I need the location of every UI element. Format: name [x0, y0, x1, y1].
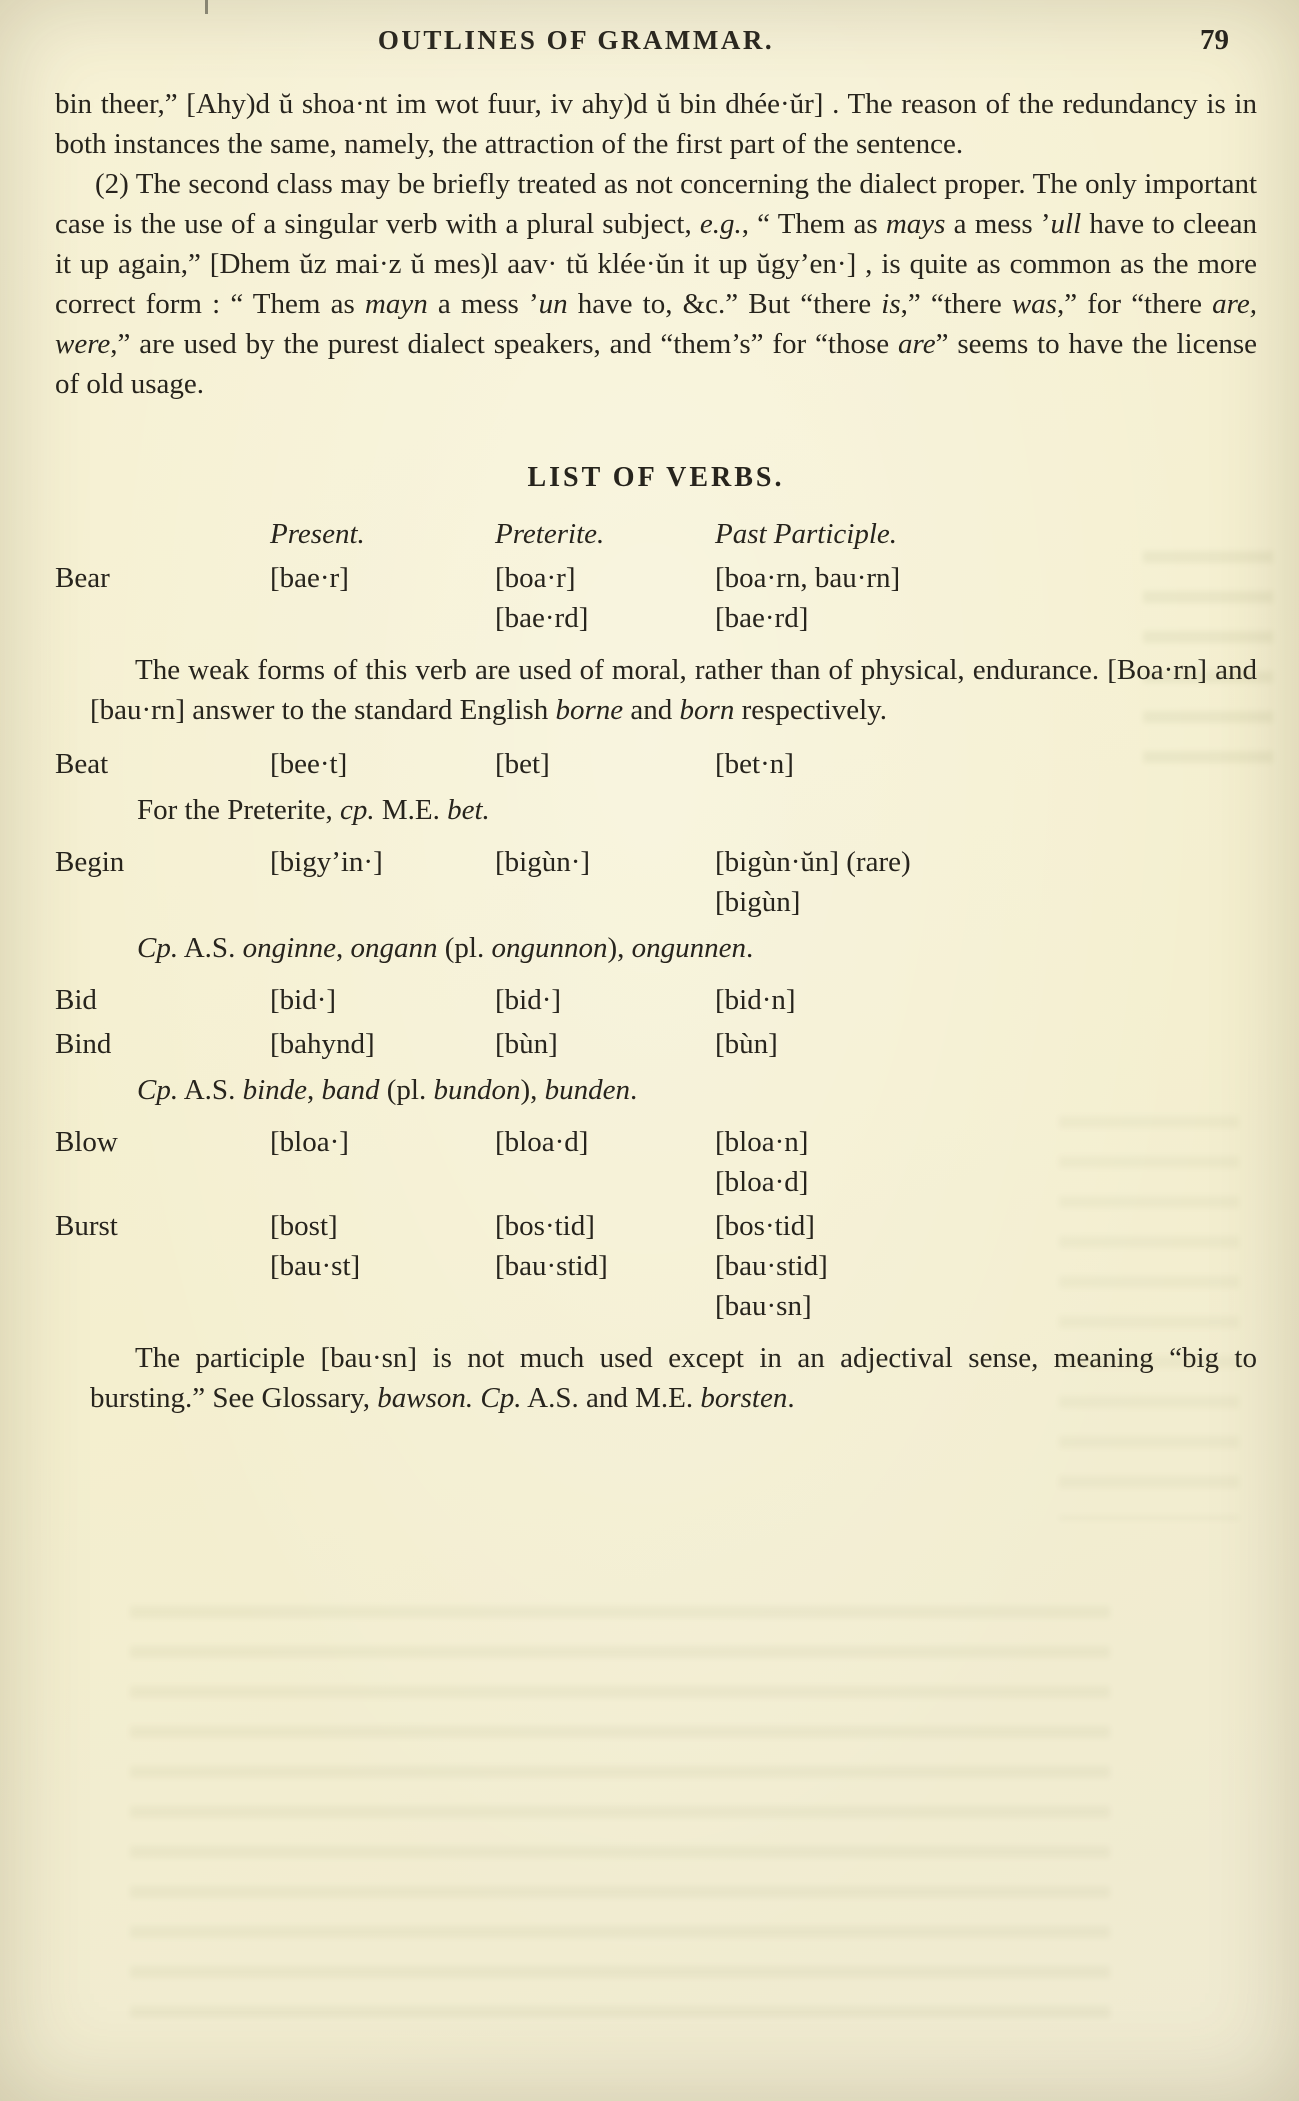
verb-preterite: [bet] — [495, 748, 550, 780]
paragraph-continuation: bin theer,” [Ahy)d ŭ shoa·nt im wot fuur, iv ahy)d ŭ bin dhée·ŭr] . The reason of the redundancy is in both instances the same, namely, the attraction of the first part of the sentence. — [55, 88, 1257, 160]
column-header-past-participle: Past Participle. — [715, 518, 898, 550]
verb-table-body — [55, 558, 1257, 1418]
verb-preterite: [bigùn·] — [495, 846, 591, 878]
verb-row — [55, 744, 1257, 784]
verb-row — [55, 1206, 1257, 1326]
verb-row — [55, 558, 1257, 638]
verb-participle: [bigùn·ŭn] (rare) [bigùn] — [715, 846, 911, 918]
verb-preterite: [bos·tid] [bau·stid] — [495, 1210, 608, 1282]
verb-present: [bost] [bau·st] — [270, 1210, 361, 1282]
bleedthrough-artifact — [130, 1590, 1110, 2020]
verb-preterite: [bloa·d] — [495, 1126, 589, 1158]
verb-preterite: [boa·r] [bae·rd] — [495, 562, 589, 634]
verb-preterite: [bùn] — [495, 1028, 558, 1060]
verb-name: Bid — [55, 984, 97, 1016]
verb-note: The participle [bau·sn] is not much used except in an adjectival sense, meaning “big to bursting.” See Glossary, bawson. Cp. A.S. and M.E. borsten. — [90, 1342, 1257, 1414]
scan-mark — [205, 0, 208, 14]
verb-participle: [bos·tid] [bau·stid] [bau·sn] — [715, 1210, 828, 1322]
verb-preterite: [bid·] — [495, 984, 562, 1016]
verb-note: Cp. A.S. binde, band (pl. bundon), bunden. — [137, 1074, 638, 1106]
page-header — [55, 20, 1257, 66]
verb-row — [55, 1024, 1257, 1064]
verb-participle: [bùn] — [715, 1028, 778, 1060]
verb-note: For the Preterite, cp. M.E. bet. — [137, 794, 490, 826]
verb-present: [bahynd] — [270, 1028, 375, 1060]
verb-participle: [bid·n] — [715, 984, 796, 1016]
page-number: 79 — [1200, 24, 1229, 56]
verb-name: Bind — [55, 1028, 112, 1060]
verb-row — [55, 980, 1257, 1020]
verb-present: [bid·] — [270, 984, 337, 1016]
verb-name: Bear — [55, 562, 110, 594]
verb-present: [bee·t] — [270, 748, 348, 780]
verb-present: [bigy’in·] — [270, 846, 383, 878]
verb-note: The weak forms of this verb are used of moral, rather than of physical, endurance. [Boa·rn] and [bau·rn] answer to the standard English borne and born respectively. — [90, 654, 1257, 726]
verb-participle: [bloa·n] [bloa·d] — [715, 1126, 809, 1198]
verb-name: Begin — [55, 846, 125, 878]
verb-name: Beat — [55, 748, 109, 780]
verb-participle: [bet·n] — [715, 748, 794, 780]
verb-note: Cp. A.S. onginne, ongann (pl. ongunnon), ongunnen. — [137, 932, 754, 964]
verb-name: Blow — [55, 1126, 118, 1158]
column-header-present: Present. — [270, 518, 365, 550]
paragraph-second-class: (2) The second class may be briefly treated as not concerning the dialect proper. The only important case is the use of a singular verb with a plural subject, e.g., “ Them as mays a mess ’ull have to cleean it up again,” [Dhem ŭz mai·z ŭ mes)l aav· tŭ klée·ŭn it up ŭgy’en·] , is quite as common as the more correct form : “ Them as mayn a mess ’un have to, &c.” But “there is,” “there was,” for “there are, were,” are used by the purest dialect speakers, and “them’s” for “those are” seems to have the license of old usage. — [55, 168, 1258, 400]
verb-row — [55, 1122, 1257, 1202]
verb-row — [55, 842, 1257, 922]
verb-present: [bae·r] — [270, 562, 349, 594]
verb-present: [bloa·] — [270, 1126, 349, 1158]
verb-name: Burst — [55, 1210, 118, 1242]
verb-table-header — [55, 514, 1257, 554]
running-title: OUTLINES OF GRAMMAR. — [377, 25, 775, 55]
section-heading: LIST OF VERBS. — [527, 462, 785, 493]
column-header-preterite: Preterite. — [495, 518, 605, 550]
verb-participle: [boa·rn, bau·rn] [bae·rd] — [715, 562, 901, 634]
